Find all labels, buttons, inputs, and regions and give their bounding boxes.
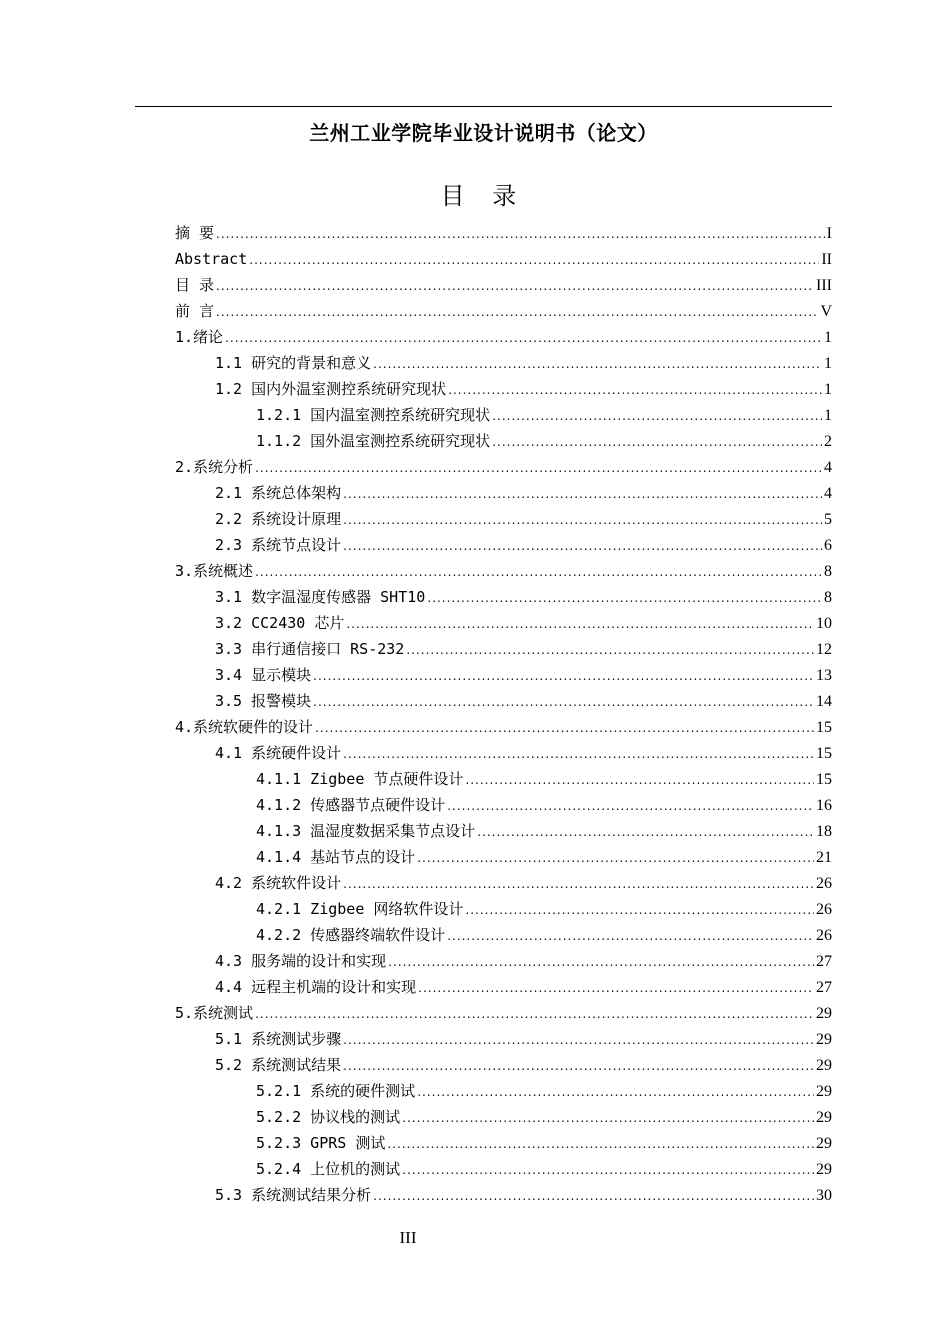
toc-dot-leader bbox=[255, 1001, 814, 1027]
table-of-contents bbox=[175, 220, 832, 1208]
toc-entry[interactable] bbox=[175, 1052, 832, 1078]
toc-entry-page: 29 bbox=[816, 1031, 832, 1048]
toc-dot-leader bbox=[417, 845, 814, 871]
toc-entry[interactable] bbox=[175, 1026, 832, 1052]
toc-entry-label: 3.1 数字温湿度传感器 SHT10 bbox=[215, 588, 426, 606]
toc-entry[interactable] bbox=[175, 922, 832, 948]
toc-entry[interactable] bbox=[175, 792, 832, 818]
toc-dot-leader bbox=[313, 689, 814, 715]
toc-title: 目 录 bbox=[440, 182, 527, 210]
toc-entry-label: 3.2 CC2430 芯片 bbox=[215, 614, 345, 632]
toc-entry-label: 3.4 显示模块 bbox=[215, 666, 312, 684]
toc-dot-leader bbox=[216, 273, 814, 299]
toc-dot-leader bbox=[387, 1131, 814, 1157]
toc-entry-label: 4.4 远程主机端的设计和实现 bbox=[215, 978, 417, 996]
toc-entry[interactable] bbox=[175, 428, 832, 454]
toc-entry-page: 1 bbox=[824, 329, 832, 346]
toc-dot-leader bbox=[249, 247, 819, 273]
toc-entry-page: V bbox=[820, 303, 832, 320]
toc-entry[interactable] bbox=[175, 610, 832, 636]
page-number: III bbox=[399, 1228, 417, 1247]
toc-dot-leader bbox=[477, 819, 814, 845]
toc-entry-label: 5.2.2 协议栈的测试 bbox=[256, 1108, 401, 1126]
toc-entry[interactable] bbox=[175, 1078, 832, 1104]
toc-dot-leader bbox=[447, 923, 814, 949]
toc-entry-label: 4.3 服务端的设计和实现 bbox=[215, 952, 387, 970]
toc-entry[interactable] bbox=[175, 584, 832, 610]
toc-entry-label: 摘 要 bbox=[175, 224, 215, 242]
toc-entry-page: 10 bbox=[816, 615, 832, 632]
toc-entry-label: 5.2.4 上位机的测试 bbox=[256, 1160, 401, 1178]
toc-dot-leader bbox=[255, 559, 822, 585]
toc-entry-page: 1 bbox=[824, 355, 832, 372]
toc-entry[interactable] bbox=[175, 1000, 832, 1026]
header-rule bbox=[135, 106, 832, 107]
toc-entry[interactable] bbox=[175, 948, 832, 974]
toc-entry[interactable] bbox=[175, 1182, 832, 1208]
toc-entry-label: 1.2.1 国内温室测控系统研究现状 bbox=[256, 406, 491, 424]
toc-entry-page: 29 bbox=[816, 1161, 832, 1178]
toc-entry[interactable] bbox=[175, 298, 832, 324]
toc-dot-leader bbox=[406, 637, 814, 663]
toc-entry-page: 15 bbox=[816, 745, 832, 762]
toc-dot-leader bbox=[402, 1157, 814, 1183]
toc-entry[interactable] bbox=[175, 766, 832, 792]
toc-entry-label: 5.1 系统测试步骤 bbox=[215, 1030, 342, 1048]
toc-entry[interactable] bbox=[175, 896, 832, 922]
toc-dot-leader bbox=[402, 1105, 814, 1131]
toc-entry-page: 29 bbox=[816, 1057, 832, 1074]
toc-entry-label: 2.3 系统节点设计 bbox=[215, 536, 342, 554]
toc-entry-page: 1 bbox=[824, 381, 832, 398]
toc-entry-label: 目 录 bbox=[175, 276, 215, 294]
toc-entry-label: 4.1 系统硬件设计 bbox=[215, 744, 342, 762]
toc-entry-label: 1.1 研究的背景和意义 bbox=[215, 354, 372, 372]
toc-entry-label: 5.3 系统测试结果分析 bbox=[215, 1186, 372, 1204]
toc-entry-page: 13 bbox=[816, 667, 832, 684]
toc-entry-page: 16 bbox=[816, 797, 832, 814]
toc-entry[interactable] bbox=[175, 246, 832, 272]
toc-entry-page: 29 bbox=[816, 1135, 832, 1152]
toc-entry[interactable] bbox=[175, 272, 832, 298]
toc-entry-label: 4.1.4 基站节点的设计 bbox=[256, 848, 416, 866]
toc-dot-leader bbox=[343, 1027, 814, 1053]
toc-entry-label: 5.2.1 系统的硬件测试 bbox=[256, 1082, 416, 1100]
toc-dot-leader bbox=[465, 767, 814, 793]
toc-dot-leader bbox=[373, 351, 822, 377]
toc-entry[interactable] bbox=[175, 1156, 832, 1182]
toc-dot-leader bbox=[465, 897, 814, 923]
toc-entry-label: 5.系统测试 bbox=[175, 1004, 254, 1022]
toc-entry[interactable] bbox=[175, 636, 832, 662]
toc-dot-leader bbox=[216, 299, 818, 325]
toc-entry-page: 4 bbox=[824, 485, 832, 502]
toc-dot-leader bbox=[492, 429, 822, 455]
toc-entry-page: 5 bbox=[824, 511, 832, 528]
toc-dot-leader bbox=[343, 507, 822, 533]
toc-dot-leader bbox=[255, 455, 822, 481]
running-header-title: 兰州工业学院毕业设计说明书（论文） bbox=[309, 121, 658, 145]
toc-dot-leader bbox=[448, 377, 822, 403]
toc-dot-leader bbox=[427, 585, 822, 611]
toc-entry[interactable] bbox=[175, 818, 832, 844]
toc-dot-leader bbox=[492, 403, 822, 429]
toc-entry-page: 15 bbox=[816, 719, 832, 736]
toc-entry-page: 27 bbox=[816, 953, 832, 970]
toc-entry-page: 29 bbox=[816, 1005, 832, 1022]
toc-entry-label: 4.2.2 传感器终端软件设计 bbox=[256, 926, 446, 944]
toc-entry[interactable] bbox=[175, 662, 832, 688]
toc-dot-leader bbox=[447, 793, 814, 819]
toc-entry[interactable] bbox=[175, 454, 832, 480]
toc-entry-label: 4.2.1 Zigbee 网络软件设计 bbox=[256, 900, 464, 918]
toc-entry-label: 4.2 系统软件设计 bbox=[215, 874, 342, 892]
toc-entry-page: 26 bbox=[816, 901, 832, 918]
toc-entry-page: 26 bbox=[816, 875, 832, 892]
toc-entry[interactable] bbox=[175, 402, 832, 428]
toc-entry-page: I bbox=[826, 225, 832, 242]
toc-entry-page: 29 bbox=[816, 1109, 832, 1126]
toc-entry-page: II bbox=[821, 251, 832, 268]
toc-entry-label: 3.5 报警模块 bbox=[215, 692, 312, 710]
toc-entry-label: 5.2.3 GPRS 测试 bbox=[256, 1134, 386, 1152]
toc-entry-page: 8 bbox=[824, 563, 832, 580]
toc-entry[interactable] bbox=[175, 480, 832, 506]
toc-dot-leader bbox=[343, 533, 822, 559]
toc-entry-page: 12 bbox=[816, 641, 832, 658]
toc-dot-leader bbox=[417, 1079, 814, 1105]
toc-entry[interactable] bbox=[175, 532, 832, 558]
toc-dot-leader bbox=[315, 715, 814, 741]
toc-entry[interactable] bbox=[175, 220, 832, 246]
toc-entry-page: 14 bbox=[816, 693, 832, 710]
toc-entry-label: 2.2 系统设计原理 bbox=[215, 510, 342, 528]
toc-entry-page: 1 bbox=[824, 407, 832, 424]
toc-entry[interactable] bbox=[175, 870, 832, 896]
toc-entry-label: 4.1.1 Zigbee 节点硬件设计 bbox=[256, 770, 464, 788]
toc-dot-leader bbox=[225, 325, 822, 351]
toc-entry-page: 21 bbox=[816, 849, 832, 866]
toc-entry-label: 4.系统软硬件的设计 bbox=[175, 718, 314, 736]
toc-entry-label: 1.1.2 国外温室测控系统研究现状 bbox=[256, 432, 491, 450]
toc-entry-page: 29 bbox=[816, 1083, 832, 1100]
toc-dot-leader bbox=[216, 221, 825, 247]
toc-entry-page: 8 bbox=[824, 589, 832, 606]
toc-entry[interactable] bbox=[175, 506, 832, 532]
toc-entry-page: 27 bbox=[816, 979, 832, 996]
toc-dot-leader bbox=[343, 871, 814, 897]
toc-entry-label: 3.系统概述 bbox=[175, 562, 254, 580]
toc-dot-leader bbox=[346, 611, 814, 637]
toc-entry-label: 5.2 系统测试结果 bbox=[215, 1056, 342, 1074]
toc-entry-label: 4.1.3 温湿度数据采集节点设计 bbox=[256, 822, 476, 840]
toc-entry-page: 2 bbox=[824, 433, 832, 450]
toc-dot-leader bbox=[343, 1053, 814, 1079]
toc-entry-page: III bbox=[816, 277, 832, 294]
toc-entry-label: 前 言 bbox=[175, 302, 215, 320]
toc-entry[interactable] bbox=[175, 350, 832, 376]
toc-entry-label: 1.2 国内外温室测控系统研究现状 bbox=[215, 380, 447, 398]
toc-entry-label: 2.1 系统总体架构 bbox=[215, 484, 342, 502]
toc-entry-page: 18 bbox=[816, 823, 832, 840]
toc-entry[interactable] bbox=[175, 740, 832, 766]
toc-entry-page: 30 bbox=[816, 1187, 832, 1204]
toc-dot-leader bbox=[343, 481, 822, 507]
toc-dot-leader bbox=[388, 949, 814, 975]
toc-entry-label: 3.3 串行通信接口 RS-232 bbox=[215, 640, 405, 658]
toc-entry[interactable] bbox=[175, 324, 832, 350]
toc-entry[interactable] bbox=[175, 688, 832, 714]
toc-dot-leader bbox=[418, 975, 814, 1001]
toc-entry-page: 6 bbox=[824, 537, 832, 554]
toc-entry-label: 2.系统分析 bbox=[175, 458, 254, 476]
toc-entry[interactable] bbox=[175, 376, 832, 402]
toc-dot-leader bbox=[343, 741, 814, 767]
toc-entry-label: 1.绪论 bbox=[175, 328, 224, 346]
toc-entry-page: 4 bbox=[824, 459, 832, 476]
toc-entry[interactable] bbox=[175, 844, 832, 870]
toc-dot-leader bbox=[373, 1183, 814, 1209]
toc-entry[interactable] bbox=[175, 714, 832, 740]
toc-entry-label: 4.1.2 传感器节点硬件设计 bbox=[256, 796, 446, 814]
toc-entry[interactable] bbox=[175, 1104, 832, 1130]
toc-entry[interactable] bbox=[175, 558, 832, 584]
toc-entry-page: 26 bbox=[816, 927, 832, 944]
toc-entry[interactable] bbox=[175, 974, 832, 1000]
toc-entry-page: 15 bbox=[816, 771, 832, 788]
toc-dot-leader bbox=[313, 663, 814, 689]
toc-entry[interactable] bbox=[175, 1130, 832, 1156]
toc-entry-label: Abstract bbox=[175, 250, 248, 268]
